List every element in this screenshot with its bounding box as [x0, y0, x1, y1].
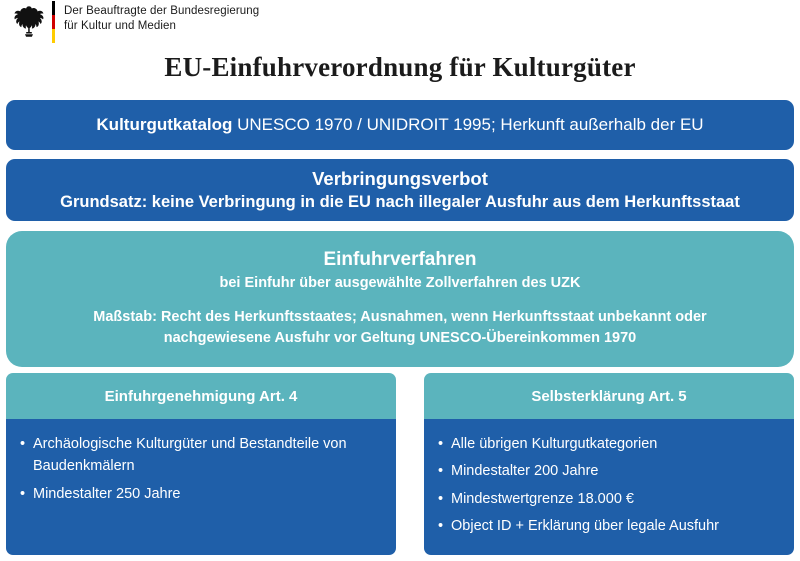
- column-body-self-declaration: [424, 419, 794, 555]
- catalog-label: Kulturgutkatalog: [96, 115, 233, 134]
- transfer-ban-box: [6, 159, 794, 221]
- column-body-import-permit: [6, 419, 396, 555]
- slide-header: [0, 0, 800, 46]
- page-title: EU-Einfuhrverordnung für Kulturgüter: [164, 52, 636, 82]
- import-permit-list: [20, 433, 382, 505]
- column-heading-self-declaration: Selbsterklärung Art. 5: [424, 373, 794, 419]
- ministry-line-1: Der Beauftragte der Bundesregierung: [64, 5, 260, 17]
- catalog-text: [6, 115, 794, 135]
- german-flag-bar-icon: [52, 1, 55, 43]
- bundesadler-icon: [8, 2, 50, 42]
- self-declaration-list: [438, 433, 780, 538]
- list-item: • Mindestwertgrenze 18.000 €: [438, 488, 780, 510]
- import-procedure-heading: Einfuhrverfahren: [323, 248, 477, 270]
- list-item: • Mindestalter 200 Jahre: [438, 460, 780, 482]
- ministry-line-2: für Kultur und Medien: [64, 20, 177, 33]
- transfer-ban-heading: Verbringungsverbot: [312, 168, 488, 189]
- column-heading-import-permit: Einfuhrgenehmigung Art. 4: [6, 373, 396, 419]
- list-item: • Object ID + Erklärung über legale Ausfuhr: [438, 515, 780, 537]
- catalog-detail: UNESCO 1970 / UNIDROIT 1995; Herkunft außerhalb der EU: [232, 115, 704, 134]
- list-item: • Mindestalter 250 Jahre: [20, 483, 382, 505]
- catalog-box: [6, 100, 794, 150]
- import-procedure-box: [6, 231, 794, 367]
- import-procedure-note: [32, 307, 768, 349]
- import-procedure-subheading: bei Einfuhr über ausgewählte Zollverfahren des UZK: [219, 274, 581, 291]
- import-procedure-note-line-2: nachgewiesene Ausfuhr vor Geltung UNESCO-Übereinkommen 1970: [163, 330, 637, 346]
- list-item: • Archäologische Kulturgüter und Bestandteile von Baudenkmälern: [20, 433, 382, 478]
- transfer-ban-text: Grundsatz: keine Verbringung in die EU nach illegaler Ausfuhr aus dem Herkunftsstaat: [60, 193, 740, 211]
- list-item: • Alle übrigen Kulturgutkategorien: [438, 433, 780, 455]
- ministry-name: [64, 4, 259, 34]
- import-procedure-note-line-1: Maßstab: Recht des Herkunftsstaates; Ausnahmen, wenn Herkunftsstaat unbekannt oder: [93, 308, 707, 325]
